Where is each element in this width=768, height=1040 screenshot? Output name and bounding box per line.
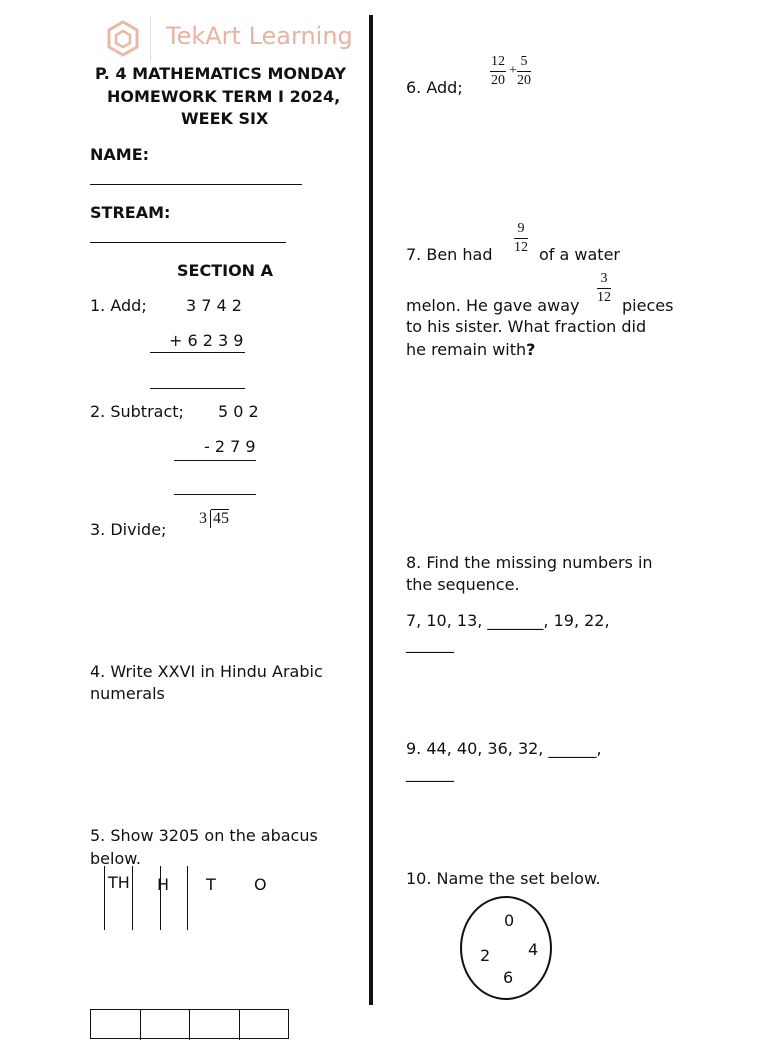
q6-plus-sign: + <box>509 63 517 78</box>
q5-line2: below. <box>90 849 141 868</box>
q7-frac2-denominator: 12 <box>597 290 611 305</box>
abacus-rod-th <box>104 866 105 930</box>
worksheet-title-line1: P. 4 MATHEMATICS MONDAY <box>95 64 347 83</box>
q3-division <box>199 509 229 528</box>
q6-b-denominator: 20 <box>517 73 531 88</box>
hexagon-logo-icon <box>106 20 140 58</box>
q7-part2: of a water <box>539 245 620 264</box>
name-label: NAME: <box>90 145 150 164</box>
q6-fraction-a <box>490 55 506 88</box>
logo-text: TekArt Learning <box>166 22 353 50</box>
abacus-rod-o <box>187 866 188 930</box>
q6-b-numerator: 5 <box>517 55 531 72</box>
q3-divisor: 3 <box>199 510 211 528</box>
q3-dividend: 45 <box>213 510 229 527</box>
table-divider <box>189 1010 190 1040</box>
abacus-rod-h <box>132 866 133 930</box>
q2-difference-line <box>174 460 256 461</box>
q7-frac1-numerator: 9 <box>514 222 528 239</box>
abacus-label-h: H <box>157 875 170 894</box>
q8-line1: 8. Find the missing numbers in <box>406 553 653 572</box>
q10-label: 10. Name the set below. <box>406 869 601 888</box>
q1-top-number: 3 7 4 2 <box>186 296 242 315</box>
q1-label: 1. Add; <box>90 296 147 315</box>
q7-line4-text: he remain with <box>406 340 527 359</box>
q8-sequence: 7, 10, 13, _______, 19, 22, <box>406 611 610 630</box>
q6-a-numerator: 12 <box>490 55 506 72</box>
set-member: 2 <box>480 946 491 965</box>
stream-blank-line[interactable] <box>90 242 286 243</box>
q1-answer-line[interactable] <box>150 388 245 389</box>
q8-blank[interactable]: ______ <box>406 634 454 653</box>
table-divider <box>239 1010 240 1040</box>
q7-part4: pieces <box>622 296 674 315</box>
q7-line4 <box>406 340 535 359</box>
section-a-heading: SECTION A <box>177 261 274 280</box>
q4-line2: numerals <box>90 684 165 703</box>
q2-top-number: 5 0 2 <box>218 402 259 421</box>
q7-fraction2 <box>597 272 611 305</box>
q2-label: 2. Subtract; <box>90 402 184 421</box>
q1-sum-line <box>150 352 245 353</box>
set-member: 4 <box>528 940 539 959</box>
q9-blank[interactable]: ______ <box>406 763 454 782</box>
abacus-answer-table <box>90 1009 289 1039</box>
q2-bottom-number: - 2 7 9 <box>204 437 256 456</box>
q7-part3: melon. He gave away <box>406 296 580 315</box>
q2-answer-line[interactable] <box>174 494 256 495</box>
q6-label: 6. Add; <box>406 78 463 97</box>
stream-label: STREAM: <box>90 203 171 222</box>
q8-line2: the sequence. <box>406 575 520 594</box>
q4-line1: 4. Write XXVI in Hindu Arabic <box>90 662 323 681</box>
q7-frac2-numerator: 3 <box>597 272 611 289</box>
set-member: 0 <box>504 911 515 930</box>
q6-fraction-b <box>517 55 531 88</box>
q7-frac1-denominator: 12 <box>514 240 528 255</box>
q1-bottom-number: + 6 2 3 9 <box>169 331 244 350</box>
logo-divider <box>150 16 151 62</box>
q7-line3: to his sister. What fraction did <box>406 317 647 336</box>
q7-fraction1 <box>514 222 528 255</box>
table-divider <box>140 1010 141 1040</box>
q7-part1: 7. Ben had <box>406 245 493 264</box>
set-member: 6 <box>503 968 514 987</box>
abacus-label-t: T <box>206 875 216 894</box>
column-divider <box>369 15 373 1005</box>
q7-question-mark: ? <box>526 340 536 359</box>
q6-a-denominator: 20 <box>491 73 505 88</box>
worksheet-title-line2: HOMEWORK TERM I 2024, <box>107 87 341 106</box>
q9-sequence: 9. 44, 40, 36, 32, ______, <box>406 739 602 758</box>
q3-label: 3. Divide; <box>90 520 167 539</box>
abacus-label-o: O <box>254 875 267 894</box>
name-blank-line[interactable] <box>90 184 302 185</box>
q5-line1: 5. Show 3205 on the abacus <box>90 826 318 845</box>
worksheet-title-line3: WEEK SIX <box>181 109 269 128</box>
abacus-label-th: TH <box>108 873 130 892</box>
